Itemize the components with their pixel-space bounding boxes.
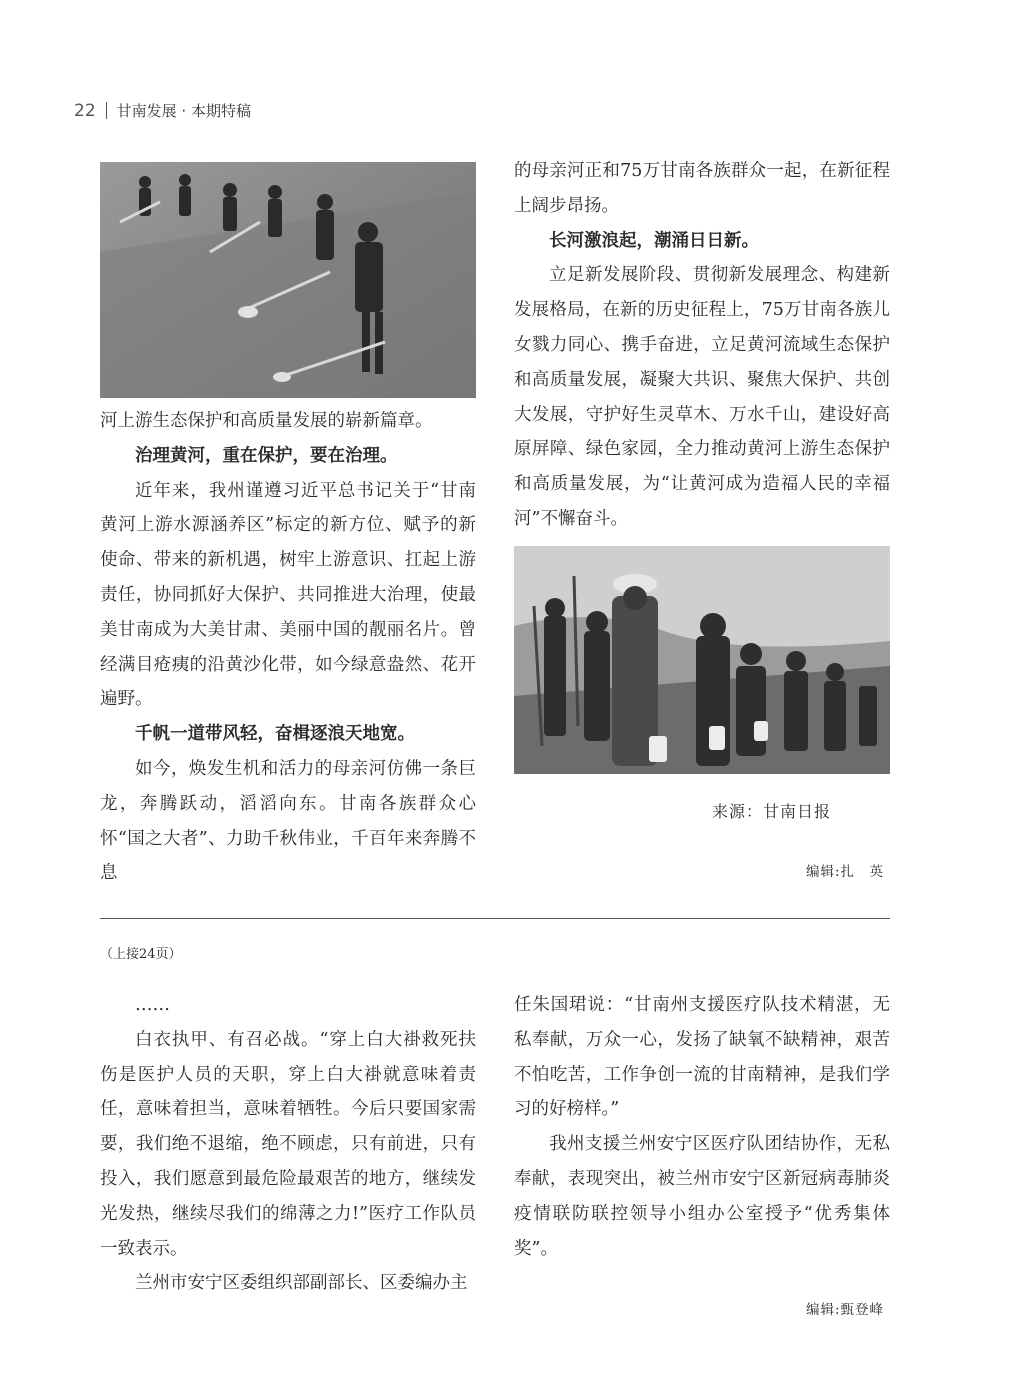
top-right-column [514,154,890,537]
photo-source: 来源：甘南日报 [712,802,832,821]
paragraph: 兰州市安宁区委组织部副部长、区委编办主 [135,1273,468,1294]
page-number: 22 [74,100,96,121]
paragraph: 立足新发展阶段、贯彻新发展理念、构建新发展格局，在新的历史征程上，75万甘南各族儿女戮力同心、携手奋进，立足黄河流域生态保护和高质量发展，凝聚大共识、聚焦大保护、共创大发展，守护好生灵草木、万水千山，建设好高原屏障、绿色家园，全力推动黄河上游生态保护和高质量发展，为“让黄河成为造福人民的幸福河”不懈奋斗。 [514,265,890,529]
subheading: 治理黄河，重在保护，要在治理。 [135,445,398,466]
paragraph: …… [135,995,170,1015]
editor-credit: 编辑:扎 英 [806,864,885,880]
subheading: 千帆一道带风轻，奋楫逐浪天地宽。 [135,724,415,745]
tree-planting-image [100,162,476,398]
paragraph: 如今，焕发生机和活力的母亲河仿佛一条巨龙，奔腾跃动，滔滔向东。甘南各族群众心怀“国之大者”、力助千秋伟业，千百年来奔腾不息 [100,758,476,884]
paragraph: 近年来，我州谨遵习近平总书记关于“甘南黄河上游水源涵养区”标定的新方位、赋予的新使命、带来的新机遇，树牢上游意识、扛起上游责任，协同抓好大保护、共同推进大治理，使最美甘南成为大美甘肃、美丽中国的靓丽名片。曾经满目疮痍的沿黄沙化带，如今绿意盎然、花开遍野。 [100,480,476,710]
paragraph: 的母亲河正和75万甘南各族群众一起，在新征程上阔步昂扬。 [514,161,890,216]
paragraph: 我州支援兰州安宁区医疗队团结协作，无私奉献，表现突出，被兰州市安宁区新冠病毒肺炎疫情联防联控领导小组办公室授予“优秀集体奖”。 [514,1134,890,1259]
section-divider [100,918,890,919]
editor-credit-bottom: 编辑:甄登峰 [806,1302,885,1318]
paragraph: 河上游生态保护和高质量发展的崭新篇章。 [100,411,433,431]
bottom-left-column [100,988,476,1301]
paragraph: 任朱国珺说：“甘南州支援医疗队技术精湛，无私奉献，万众一心，发扬了缺氧不缺精神，艰苦不怕吃苦，工作争创一流的甘南精神，是我们学习的好榜样。” [514,995,890,1120]
continued-note: （上接24页） [100,947,182,962]
volunteers-image [514,546,890,774]
tree-planting-photo [100,162,476,398]
paragraph: 白衣执甲、有召必战。“穿上白大褂救死扶伤是医护人员的天职，穿上白大褂就意味着责任，意味着担当，意味着牺牲。今后只要国家需要，我们绝不退缩，绝不顾虑，只有前进，只有投入，我们愿意到最危险最艰苦的地方，继续发光发热，继续尽我们的绵薄之力!”医疗工作队员一致表示。 [100,1029,476,1259]
volunteers-photo [514,546,890,774]
bottom-right-column [514,988,890,1266]
header-divider [106,102,107,119]
page-header [74,100,251,121]
top-left-column [100,404,476,891]
subheading: 长河激浪起，潮涌日日新。 [549,230,759,251]
section-title: 甘南发展 · 本期特稿 [116,102,251,120]
